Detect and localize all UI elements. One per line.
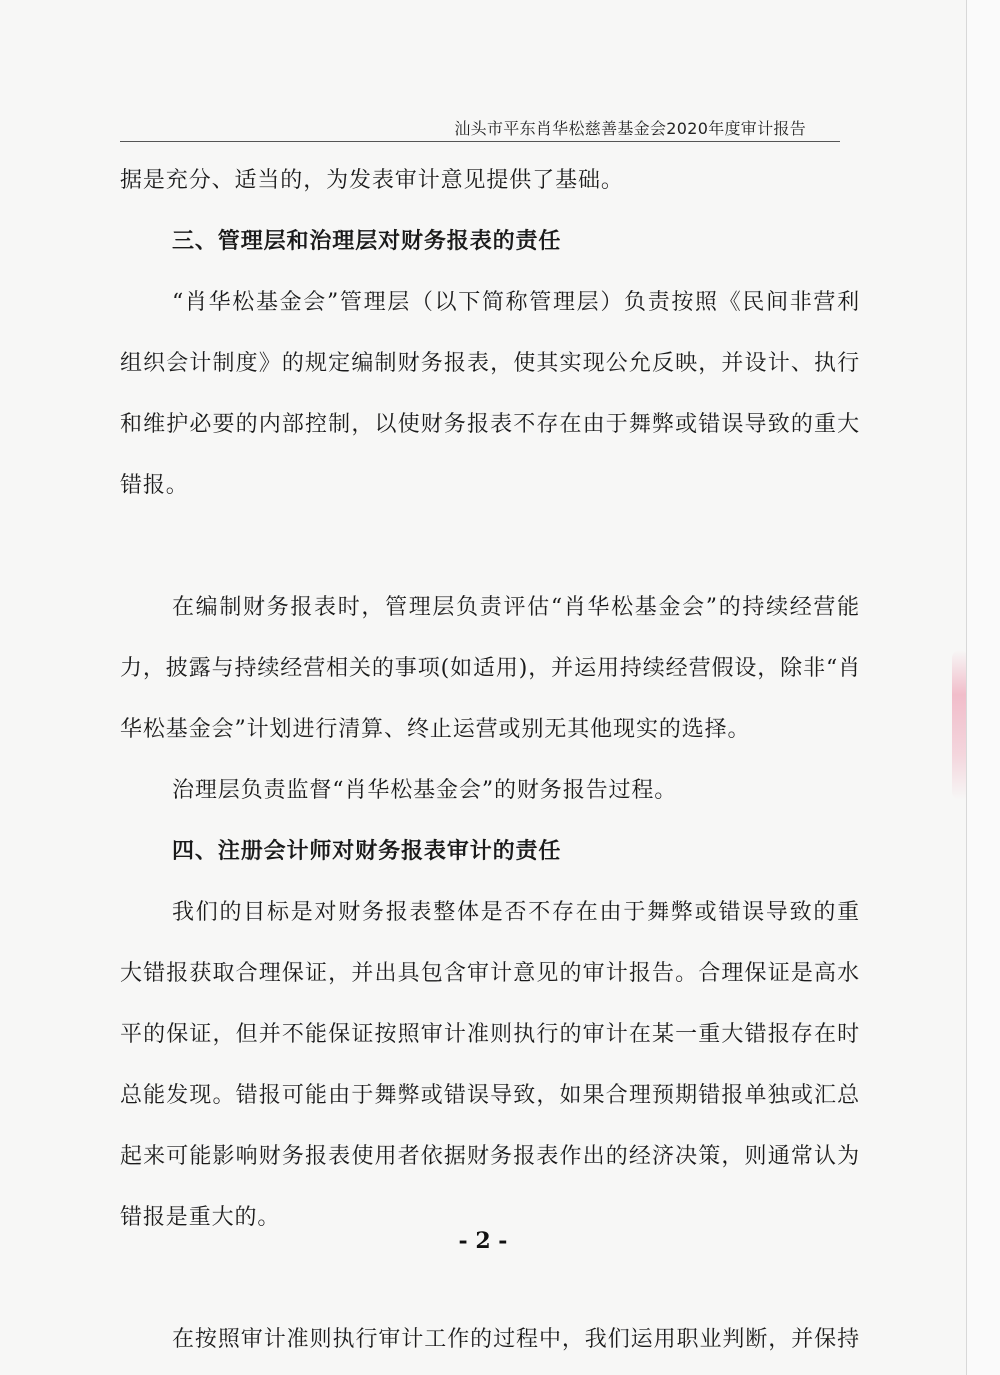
paragraph-line: 错报是重大的。 bbox=[120, 1205, 281, 1230]
paragraph-line: 力，披露与持续经营相关的事项(如适用)，并运用持续经营假设，除非“肖 bbox=[120, 656, 862, 681]
paragraph-line: 据是充分、适当的，为发表审计意见提供了基础。 bbox=[120, 168, 624, 193]
section-heading-3: 三、管理层和治理层对财务报表的责任 bbox=[172, 228, 562, 254]
document-body bbox=[120, 150, 860, 1370]
paragraph-line: 组织会计制度》的规定编制财务报表，使其实现公允反映，并设计、执行 bbox=[120, 351, 860, 376]
paragraph-line: 大错报获取合理保证，并出具包含审计意见的审计报告。合理保证是高水 bbox=[120, 961, 860, 986]
section-heading-4: 四、注册会计师对财务报表审计的责任 bbox=[172, 838, 562, 864]
paragraph-line: 治理层负责监督“肖华松基金会”的财务报告过程。 bbox=[172, 778, 678, 803]
page-edge-strip bbox=[966, 0, 1000, 1375]
paragraph-line: 错报。 bbox=[120, 473, 189, 498]
page-number: - 2 - bbox=[458, 1228, 508, 1254]
paragraph-line: 总能发现。错报可能由于舞弊或错误导致，如果合理预期错报单独或汇总 bbox=[120, 1083, 860, 1108]
paragraph-line: 和维护必要的内部控制，以使财务报表不存在由于舞弊或错误导致的重大 bbox=[120, 412, 860, 437]
paragraph-line: 平的保证，但并不能保证按照审计准则执行的审计在某一重大错报存在时 bbox=[120, 1022, 860, 1047]
paragraph-line: 我们的目标是对财务报表整体是否不存在由于舞弊或错误导致的重 bbox=[172, 900, 860, 925]
paragraph-gap bbox=[120, 1248, 860, 1309]
page-header: 汕头市平东肖华松慈善基金会2020年度审计报告 bbox=[454, 119, 806, 138]
paragraph-line: 起来可能影响财务报表使用者依据财务报表作出的经济决策，则通常认为 bbox=[120, 1144, 860, 1169]
header-rule bbox=[120, 141, 840, 142]
paragraph-line: 华松基金会”计划进行清算、终止运营或别无其他现实的选择。 bbox=[120, 717, 751, 742]
paragraph-line: 在按照审计准则执行审计工作的过程中，我们运用职业判断，并保持 bbox=[172, 1327, 860, 1352]
paragraph-gap bbox=[120, 516, 860, 577]
paragraph-line: 在编制财务报表时，管理层负责评估“肖华松基金会”的持续经营能 bbox=[172, 595, 860, 620]
paragraph-line: “肖华松基金会”管理层（以下简称管理层）负责按照《民间非营利 bbox=[172, 290, 860, 315]
